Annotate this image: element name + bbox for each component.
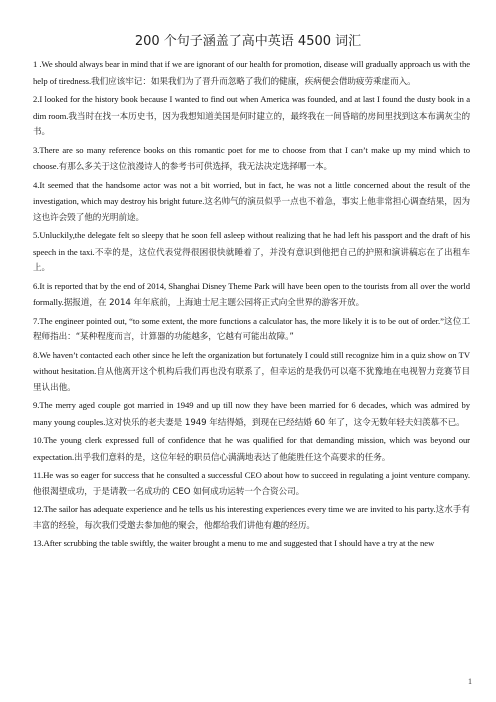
sentence-paragraph (33, 398, 470, 431)
english-sentence: 4.It seemed that the handsome actor was not a bit worried, but in fact, he was not a little concerned about the result of the investigation, which may destroy his bright future. (33, 179, 470, 206)
chinese-translation: 他很渴望成功，于是请教一名成功的 CEO 如何成功运转一个合资公司。 (33, 486, 305, 497)
sentence-paragraph (33, 502, 470, 534)
document-title: 200 个句子涵盖了高中英语 4500 词汇 (134, 34, 362, 49)
english-sentence: 5.Unluckily,the delegate felt so sleepy that he soon fell asleep without realizing that he had left his passport and the draft of his speech in the taxi. (33, 230, 470, 257)
english-sentence: 8.We haven’t contacted each other since he left the organization but fortunately I could still recognize him in a quiz show on TV without hesitation. (33, 349, 470, 376)
page-number: 1 (468, 677, 472, 686)
sentence-paragraph (33, 279, 470, 312)
english-sentence: 10.The young clerk expressed full of confidence that he was qualified for that demanding mission, which was beyond our expectation. (33, 435, 470, 462)
sentence-paragraph (33, 348, 470, 397)
sentence-paragraph (33, 228, 470, 277)
chinese-translation: 自从他离开这个机构后我们再也没有联系了，但幸运的是我仍可以毫不犹豫地在电视智力竞赛节目里认出他。 (33, 367, 470, 393)
english-sentence: 11.He was so eager for success that he consulted a successful CEO about how to succeed in regulating a joint venture company. (33, 470, 470, 480)
chinese-translation: 不幸的是，这位代表觉得很困很快就睡着了，并没有意识到他把自己的护照和演讲稿忘在了出租车上。 (33, 247, 470, 273)
chinese-translation: 这水手有丰富的经验，每次我们受邀去参加他的聚会，他都给我们讲他有趣的经历。 (33, 505, 470, 531)
chinese-translation: 这对快乐的老夫妻是 1949 年结得婚，到现在已经结婚 60 年了，这令无数年轻夫妇羡慕不已。 (105, 417, 465, 428)
english-sentence: 13.After scrubbing the table swiftly, the waiter brought a menu to me and suggested that I should have a try at the new (33, 538, 435, 548)
chinese-translation: 这位工程师指出：“某种程度而言，计算器的功能越多，它越有可能出故障。” (33, 316, 471, 342)
chinese-translation: 据报道，在 2014 年年底前，上海迪士尼主题公园将正式向全世界的游客开放。 (63, 298, 365, 308)
chinese-translation: 出乎我们意料的是，这位年轻的职员信心满满地表达了他能胜任这个高要求的任务。 (74, 452, 391, 463)
chinese-translation: 有那么多关于这位浪漫诗人的参考书可供选择，我无法决定选择哪一本。 (58, 162, 333, 172)
english-sentence: 1 .We should always bear in mind that if we are ignorant of our health for promotion, disease will gradually approach us with the help of tiredness. (33, 59, 470, 86)
english-sentence: 9.The merry aged couple got married in 1949 and up till now they have been married for 6 decades, which was admired by many young couples. (33, 400, 470, 427)
chinese-translation: 这名帅气的演员似乎一点也不着急，事实上他非常担心调查结果，因为这也许会毁了他的光明前途。 (33, 197, 470, 223)
sentence-paragraph (33, 314, 470, 346)
sentence-paragraph (33, 57, 470, 90)
sentence-paragraph (33, 178, 470, 227)
english-sentence: 6.It is reported that by the end of 2014, Shanghai Disney Theme Park will have been open to the tourists from all over the world formally. (33, 280, 470, 307)
chinese-translation: 我们应该牢记：如果我们为了晋升而忽略了我们的健康，疾病便会借助疲劳乘虚而入。 (91, 76, 416, 87)
english-sentence: 7.The engineer pointed out, “to some extent, the more functions a calculator has, the more likely it is to be out of order.” (33, 315, 444, 326)
sentence-paragraph (33, 92, 470, 141)
english-sentence: 12.The sailor has adequate experience and he tells us his interesting experiences every time we are invited to his party. (33, 504, 436, 514)
sentence-paragraph (33, 143, 470, 176)
chinese-translation: 我当时在找一本历史书，因为我想知道美国是何时建立的，最终我在一间昏暗的房间里找到这本布满灰尘的书。 (33, 111, 470, 137)
sentence-paragraph (33, 536, 470, 553)
english-sentence: 3.There are so many reference books on this romantic poet for me to choose from that I can’t make up my mind which to choose. (33, 144, 470, 171)
english-sentence: 2.I looked for the history book because I wanted to find out when America was founded, and at last I found the dusty book in a dim room. (33, 94, 470, 121)
sentence-paragraph (33, 468, 470, 500)
sentence-paragraph (33, 433, 470, 466)
document-body (33, 57, 470, 555)
